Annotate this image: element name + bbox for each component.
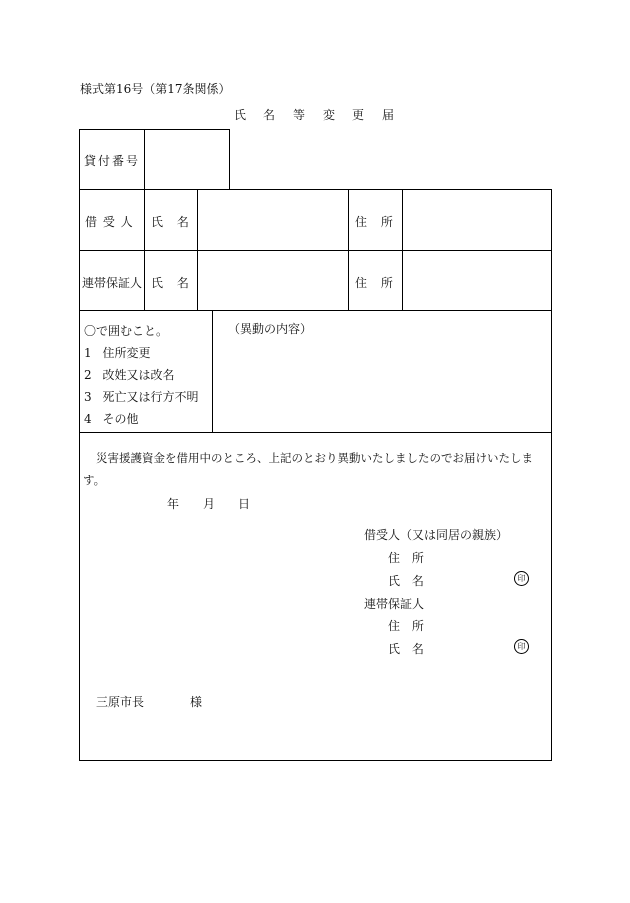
- borrower-address-label: 住 所: [355, 215, 393, 229]
- row-divider-2: [79, 310, 551, 311]
- signer-guarantor-name-label: 氏 名: [388, 642, 424, 656]
- change-option-2[interactable]: 2 改姓又は改名: [84, 368, 175, 382]
- date-year-label: 年: [167, 497, 180, 511]
- grid-top-border: [79, 189, 551, 190]
- guarantor-name-field[interactable]: [200, 255, 344, 307]
- signer-borrower-name-label: 氏 名: [388, 574, 424, 588]
- signer-guarantor-address-label: 住 所: [388, 619, 424, 633]
- borrower-name-field[interactable]: [200, 194, 344, 246]
- change-option-1[interactable]: 1 住所変更: [84, 346, 151, 360]
- change-option-4[interactable]: 4 その他: [84, 412, 139, 426]
- name-label-divider: [197, 189, 198, 311]
- name-value-divider: [348, 189, 349, 311]
- signer-borrower-address-label: 住 所: [388, 551, 424, 565]
- date-day-label: 日: [238, 497, 251, 511]
- loan-number-label: 貸付番号: [84, 154, 141, 168]
- loan-box-top-border: [79, 129, 229, 130]
- guarantor-address-field[interactable]: [405, 255, 547, 307]
- guarantor-seal-icon: 印: [514, 639, 529, 654]
- form-bottom-border: [79, 760, 552, 761]
- date-month-label: 月: [203, 497, 216, 511]
- loan-box-right-border: [229, 129, 230, 190]
- change-option-3[interactable]: 3 死亡又は行方不明: [84, 390, 199, 404]
- guarantor-address-label: 住 所: [355, 276, 393, 290]
- title-char-5: 更: [352, 108, 365, 122]
- row-divider-3: [79, 432, 551, 433]
- honorific: 様: [190, 695, 203, 709]
- change-options-divider: [212, 310, 213, 432]
- address-label-divider: [402, 189, 403, 311]
- change-detail-field[interactable]: [218, 338, 546, 428]
- signer-borrower-heading: 借受人（又は同居の親族）: [364, 528, 509, 542]
- title-char-6: 届: [382, 108, 395, 122]
- title-char-3: 等: [293, 108, 306, 122]
- borrower-address-field[interactable]: [405, 194, 547, 246]
- title-char-2: 名: [263, 108, 276, 122]
- borrower-seal-icon: 印: [514, 571, 529, 586]
- form-right-border: [551, 189, 552, 761]
- declaration-statement-end: す。: [83, 473, 106, 487]
- change-detail-label: （異動の内容）: [228, 322, 313, 336]
- declaration-statement: 災害援護資金を借用中のところ、上記のとおり異動いたしましたのでお届けいたしま: [96, 451, 533, 465]
- form-number: 様式第16号（第17条関係）: [80, 82, 231, 96]
- borrower-label: 借 受 人: [85, 215, 134, 229]
- form-left-border: [79, 129, 80, 761]
- row-divider-1: [79, 250, 551, 251]
- title-char-1: 氏: [234, 108, 247, 122]
- circle-instruction: 〇で囲むこと。: [84, 324, 169, 338]
- guarantor-label: 連帯保証人: [82, 276, 143, 290]
- borrower-name-label: 氏 名: [151, 215, 189, 229]
- addressee: 三原市長: [96, 695, 145, 709]
- loan-number-field[interactable]: [150, 138, 222, 183]
- signer-guarantor-heading: 連帯保証人: [364, 597, 425, 611]
- label-column-divider: [144, 129, 145, 311]
- guarantor-name-label: 氏 名: [151, 276, 189, 290]
- title-char-4: 変: [323, 108, 336, 122]
